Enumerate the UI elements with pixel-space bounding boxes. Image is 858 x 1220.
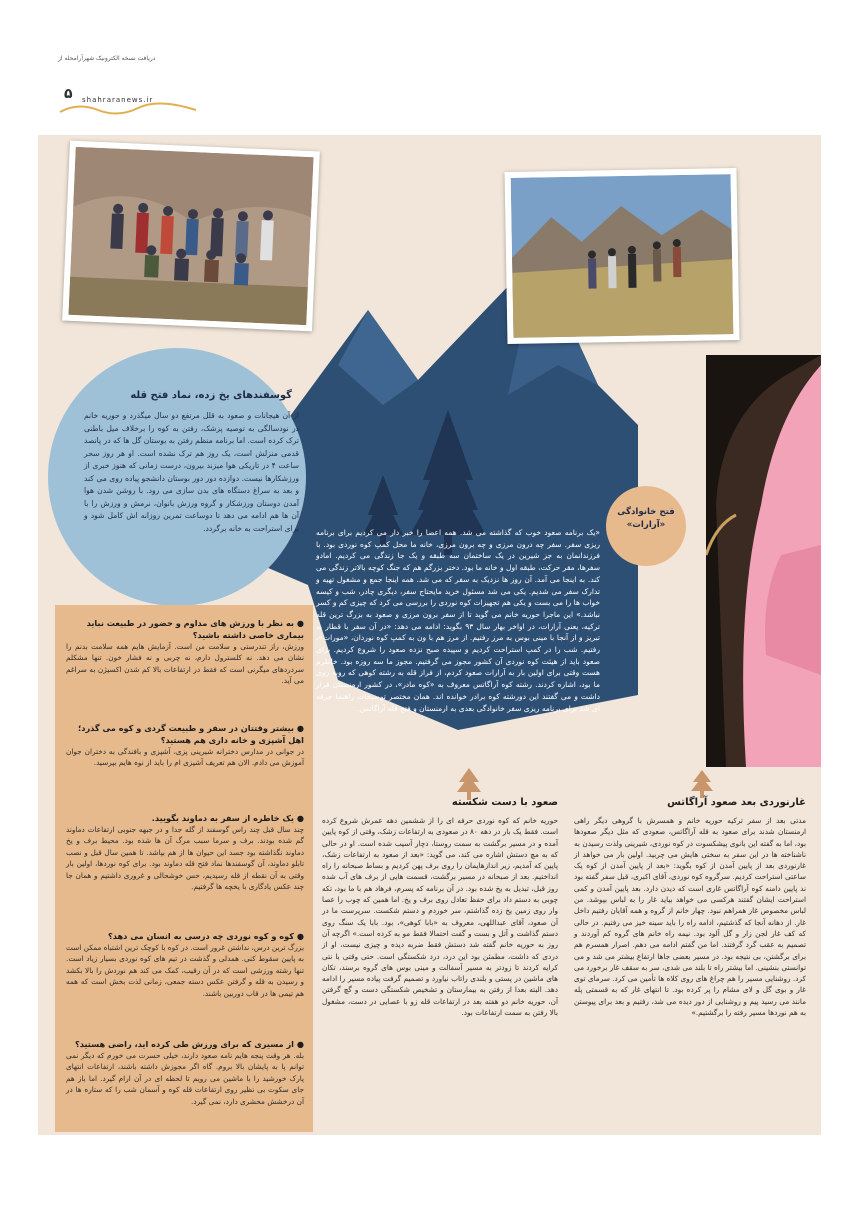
qa-answer: بزرگ ترین درس، نداشتن غرور است. در کوه با کوچک ترین اشتباه ممکن است به پایین سقوط کنی. همدلی و گذشت در تیم های کوه نوردی بسیار زیاد است. تنها رشته ورزشی است که در آن رقیب، کمک می کند هم نوردش را بالا بکشد و رسیدن به قله و گرفتن عکس دسته جمعی، زمانی لذت بخش است که همه هم تیمی ها در قاب دوربین باشند. <box>66 943 304 998</box>
qa-question: ● یک خاطره از سفر به دماوند بگویید. <box>151 813 304 823</box>
tree-icon <box>690 770 714 800</box>
circle-title: گوسفندهای یخ زده، نماد فتح قله <box>130 390 292 401</box>
qa-question: ● کوه و کوه نوردی چه درسی به انسان می دهد؟ <box>108 931 304 941</box>
header-ribbon <box>58 100 198 116</box>
section-title-broken-hand: صعود با دست شکسته <box>451 797 558 808</box>
header-site[interactable]: shahraranews.ir <box>82 96 154 104</box>
qa-question: ● بیشتر وقتتان در سفر و طبیعت گردی و کوه می گذرد؛ اهل آشپزی و خانه داری هم هستید؟ <box>77 723 304 745</box>
photo-hikers <box>505 168 740 344</box>
photo-group <box>62 141 320 332</box>
qa-answer: ورزش، راز تندرستی و سلامت من است. آزمایش هایم همه سلامت بدنم را نشان می دهد. نه کلسترول دارم، نه چربی و نه فشار خون. تنها مشکلم سردردهای میگرنی است که فقط در ارتفاعات بالا کم شدن اکسیژن به سراغم می آید. <box>66 642 304 686</box>
qa-answer: بله. هر وقت پنجه هایم نامه صعود دارند، خیلی حسرت می خورم که دیگر نمی توانم پا به پایشان بالا بروم. گاه اگر مجوزش داشته باشند، ارتفاعات انتهای پارک خورشید را با ماشین می رویم تا لحظه ای در آن ارام گیرد. اما باز هم جای سکوت بی نظیر روی ارتفاعات قله کوه و آسمان شب را که ستاره ها در آن درخشش محشری دارد، نمی گیرد. <box>66 1051 304 1106</box>
section-text-cave: مدتی بعد از سفر ترکیه حوریه خانم و همسرش با گروهی دیگر راهی ارمنستان شدند برای صعود به قله آراگاتس، صعودی که مثل دیگر صعودها بود، اما به گفته این بانوی پیشکسوت در کوه نوردی، شیرینی ولذت رسیدن به ناشناخته ها در این سفر به سختی هایش می چربید. اولین بار می خواهد از غارنوردی بعد از پایین آمدن از کوه بگوید: «بعد از پایین آمدن از کوه یک ساعتی استراحت کردیم. سرگروه کوه نوردی، آقای اکبری، قبل سفر گفته بود ند پایین دامنه کوه آراگاتس غاری است که دیدن دارد. بعد پایین آمدن و کمی استراحت ایشان گفتند هرکسی می خواهد بیاید غار را به لباس بپوشد. من لباس مخصوص غار همراهم نبود. چهار خانم از گروه و همه آقایان رفتیم داخل غار. از دهانه آنجا که گذشتیم، ادامه راه را باید سینه خیز می رفتیم. در حالی که کف غار لجن زار و گل آلود بود. نیمه راه خانم های گروه کم آوردند و تصمیم به عقب گرد گرفتند. اما من گفتم ادامه می دهم. اصرار همسرم هم برای برگشتن، بی نتیجه بود. در مسیر بعضی جاها ارتفاع بیشتر می شد و می توانستی بنشینی. اما بیشتر راه تا بلند می شدی، سر به سقف غار برخورد می کرد. روشنایی مسیر را هم چراغ های روی کلاه ها تأمین می کرد. سرمای توی غار و بوی گل و لای مشام را پر کرده بود. تا انتهای غار که به قسمتی پله مانند می رسید پیم و روشنایی از دور دیده می شد، رفتیم و بعد برای پیوستن به هم نوردها مسیر رفته را برگشتیم.» <box>573 816 806 1018</box>
qa-item <box>66 1038 304 1107</box>
tag-line-1: فتح خانوادگی <box>617 507 675 517</box>
tag-line-2: «آرارات» <box>626 520 666 530</box>
qa-answer: چند سال قبل چند راس گوسفند از گله جدا و در جبهه جنوبی ارتفاعات دماوند گم شده بودند. برف و سرما سبب مرگ آن ها شده بود. محیط برف و یخ دماوند نگذاشته بود جسد این حیوان ها از هم بپاشد. تا همین سال قبل و نصب تابلو دماوند، آن گوسفندها نماد فتح قله دماوند بود. برای کوه نوردها، اولین بار وقتی به آن نقطه از قله رسیدیم، حس خوشحالی و غروری داشتیم و همان جا چند عکس یادگاری با یخچه ها گرفتیم. <box>66 825 304 892</box>
section-title-cave: غارنوردی بعد صعود آراگاتس <box>667 797 806 808</box>
qa-item <box>66 930 304 999</box>
qa-question: ● به نظر با ورزش های مداوم و حضور در طبیعت نباید بیماری خاصی داشته باشید؟ <box>86 618 304 640</box>
qa-answer: در جوانی در مدارس دخترانه شیرینی پزی، آشپزی و بافندگی به دختران جوان آموزش می دادم. الان هم تعریف آشپزی ام را باید از نوه هایم بپرسید. <box>66 747 304 768</box>
qa-item <box>66 812 304 892</box>
qa-item <box>66 617 304 687</box>
mountain-text: «یک برنامه صعود خوب که گذاشته می شد. همه اعضا را خبر دار می کردیم برای برنامه ریزی سفر. سفر چه درون مرزی و چه برون مرزی، خانه ما محل کمپ کوه نوردی بود. با فرزندانمان به جز شیرین در یک ساختمان سه طبقه و یک جا زندگی می کردیم. امادو سفرها، مقر حرکت، طبقه اول و خانه ما بود. دختر بزرگم هم که جنگ کوچه بالاتر زندگی می کند. به اینجا می آمد. آن روز ها نزدیک به سفر که می شد. همه اینجا جمع و مشغول تهیه و تدارک سفر می شدیم. یکی می شد مسئول خرید مایحتاج سفر، دیگری چادر، شب و کیسه خواب ها را می بست و یکی هم تجهیزات کوه نوردی را بررسی می کرد که چیزی کم و کسر نباشد.» این ماجرا حوریه خانم می گوید تا از سفر برون مرزی و صعود به بزرگ ترین قله ترکیه، یعنی آرارات، در اواخر بهار سال ۹۳ بگوید: ادامه می دهد: «در آن سفر با قطار به تبریز و از آنجا با مینی بوس به مرز رفتیم. از مرز هم با ون به کمپ کوه نوردان، «مورات»، رفتیم. شب را در کمپ استراحت کردیم و سپیده صبح نزده صعود را شروع کردیم. برای صعود باید از هیئت کوه نوردی آن کشور مجوز می گرفتیم. مجوز ما سه روزه بود. خاطرم هست وقتی برای اولین بار به آرارات صعود کردم، از فراز قله به رشته کوهی که روبه روی ما بود، اشاره کردند. رشته کوه آراگاتس معروف به «کوه مادر»، در کشور ارمنستان قرار داشت و می گفتند این دورشته کوه برادر خوانده اند. همان مختصر توضیحات راهنما جرقه ای شد برای برنامه ریزی سفر خانوادگی بعدی به ارمنستان و فتح قله آراگاتس. <box>316 528 600 713</box>
page-number: ۵ <box>64 86 73 102</box>
qa-item <box>66 722 304 769</box>
qa-question: ● از مسیری که برای ورزش طی کرده اید، راضی هستید؟ <box>74 1039 304 1049</box>
portrait-photo <box>706 355 821 767</box>
header-note: دریافت نسخه الکترونیک شهرآرامحله از <box>58 55 156 62</box>
tag-label <box>612 506 680 532</box>
circle-text: از آن هیجانات و صعود به قلل مرتفع دو سال میگذرد و حوریه خانم در نودسالگی به توصیه پزشک، رفتن به کوه را برخلاف میل باطنی ترک کرده است. اما برنامه منظم رفتن به بوستان گل ها که در پانصد قدمی منزلش است، یک روز هم ترک نشده است. او هر روز سحر ساعت ۴ در تاریکی هوا میزند بیرون، درست زمانی که هنوز خبری از ورزشکارها نیست. دوازده دور دور بوستان دانشجو پیاده روی می کند و بعد به سراغ دستگاه های بدن سازی می رود. با روشن شدن هوا آمدن دوستان ورزشکار و گروه ورزش بانوان، نرمش و ورزش را با آن ها هم ادامه می دهد تا دوساعت تمرین روزانه اش کامل شود و برای استراحت به خانه برگردد. <box>84 411 300 533</box>
section-text-broken-hand: حوریه خانم که کوه نوردی حرفه ای را از ششمین دهه عمرش شروع کرده است. فقط یک بار در دهه ۸۰ در صعودی به ارتفاعات زشک، وقتی از کوه پایین آمده و در مسیر برگشت به سمت روستا، دچار آسیب شده است. او در حالی که به مچ دستش اشاره می کند، می گوید: «بعد از صعود به ارتفاعات زشک، پایین که آمدیم، زیر اندازهایمان را روی برف پهن کردیم و بساط صبحانه را راه انداختیم. بعد از صبحانه در مسیر برگشت، قسمت هایی از برف های آب شده روز قبل، تبدیل به یخ شده بود. در آن برنامه که پسرم، فرهاد هم با ما بود، تکه چوبی به دستم داد برای حفظ تعادل روی برف و یخ. اما همین که چوب را عصا وار روی زمین یخ زده گذاشتم، سر خوردم و دستم شکست. سرپرست ما در آن صعود، آقای عبداللهی، معروف به «بابا کوهی»، بود. بابا یک سنگ روی دستم گذاشت و آتل و بست و گفت احتمالا فقط مو به کرده است.» اگرچه آن روز به حوریه خانم گفته شد دستش فقط ضربه دیده و چیزی نیست، او از دردی که داشت، مطمئن بود این درد، درد شکستگی است. حتی وقتی با نتی کرایه کردند تا زودتر به مسیر آسفالت و مینی بوس های گروه برسند، تکان های ماشین در پستی و بلندی راتاب نیاورد و تصمیم گرفت پیاده مسیر را ادامه دهد. البته بعدا از رفتن به بیمارستان و تشخیص شکستگی دست و گچ گرفتن آن، حوریه خانم دو هفته بعد در ارتفاعات قله زو با عصایی در دست، مشغول بالا رفتن به سمت ارتفاعات بود. <box>322 816 558 1018</box>
